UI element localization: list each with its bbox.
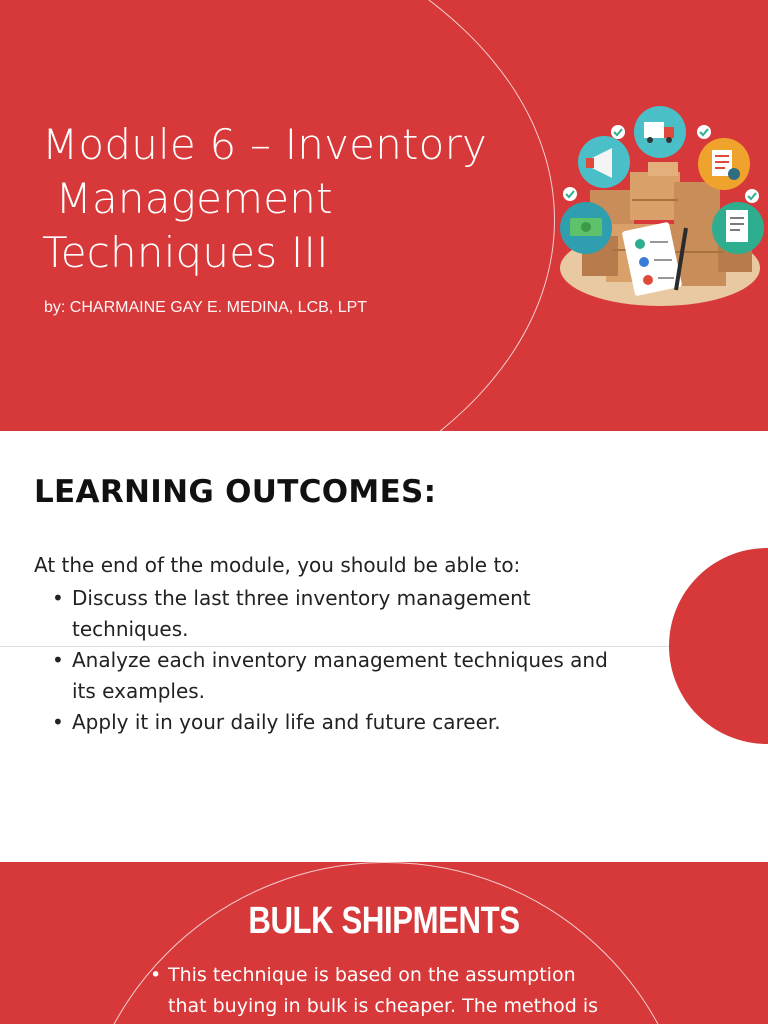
decorative-circle bbox=[669, 548, 768, 744]
outcomes-list bbox=[52, 583, 622, 738]
list-item: • Analyze each inventory management techniques and its examples. bbox=[52, 645, 622, 707]
module-title-line-2: Management bbox=[42, 174, 333, 223]
module-title-line-1: Module 6 – Inventory bbox=[42, 120, 488, 169]
list-item: • Discuss the last three inventory management techniques. bbox=[52, 583, 622, 645]
learning-outcomes-slide bbox=[0, 431, 768, 862]
checklist-gear-icon bbox=[698, 138, 750, 190]
bulk-shipments-slide bbox=[0, 862, 768, 1024]
money-icon bbox=[560, 202, 612, 254]
list-item: • This technique is based on the assumption that buying in bulk is cheaper. The method is bbox=[150, 960, 620, 1022]
inventory-illustration bbox=[552, 100, 766, 310]
title-slide bbox=[0, 0, 768, 431]
bulk-bullets bbox=[150, 960, 620, 1022]
list-item: • Apply it in your daily life and future career. bbox=[52, 707, 622, 738]
outcomes-intro: At the end of the module, you should be able to: bbox=[34, 553, 521, 577]
author-byline: by: CHARMAINE GAY E. MEDINA, LCB, LPT bbox=[44, 299, 368, 316]
section-heading: BULK SHIPMENTS bbox=[248, 900, 520, 942]
module-title bbox=[42, 118, 522, 280]
outcomes-heading: LEARNING OUTCOMES: bbox=[34, 474, 437, 510]
truck-icon bbox=[634, 106, 686, 158]
module-title-line-3: Techniques III bbox=[42, 228, 329, 277]
megaphone-icon bbox=[578, 136, 630, 188]
receipt-icon bbox=[712, 202, 764, 254]
